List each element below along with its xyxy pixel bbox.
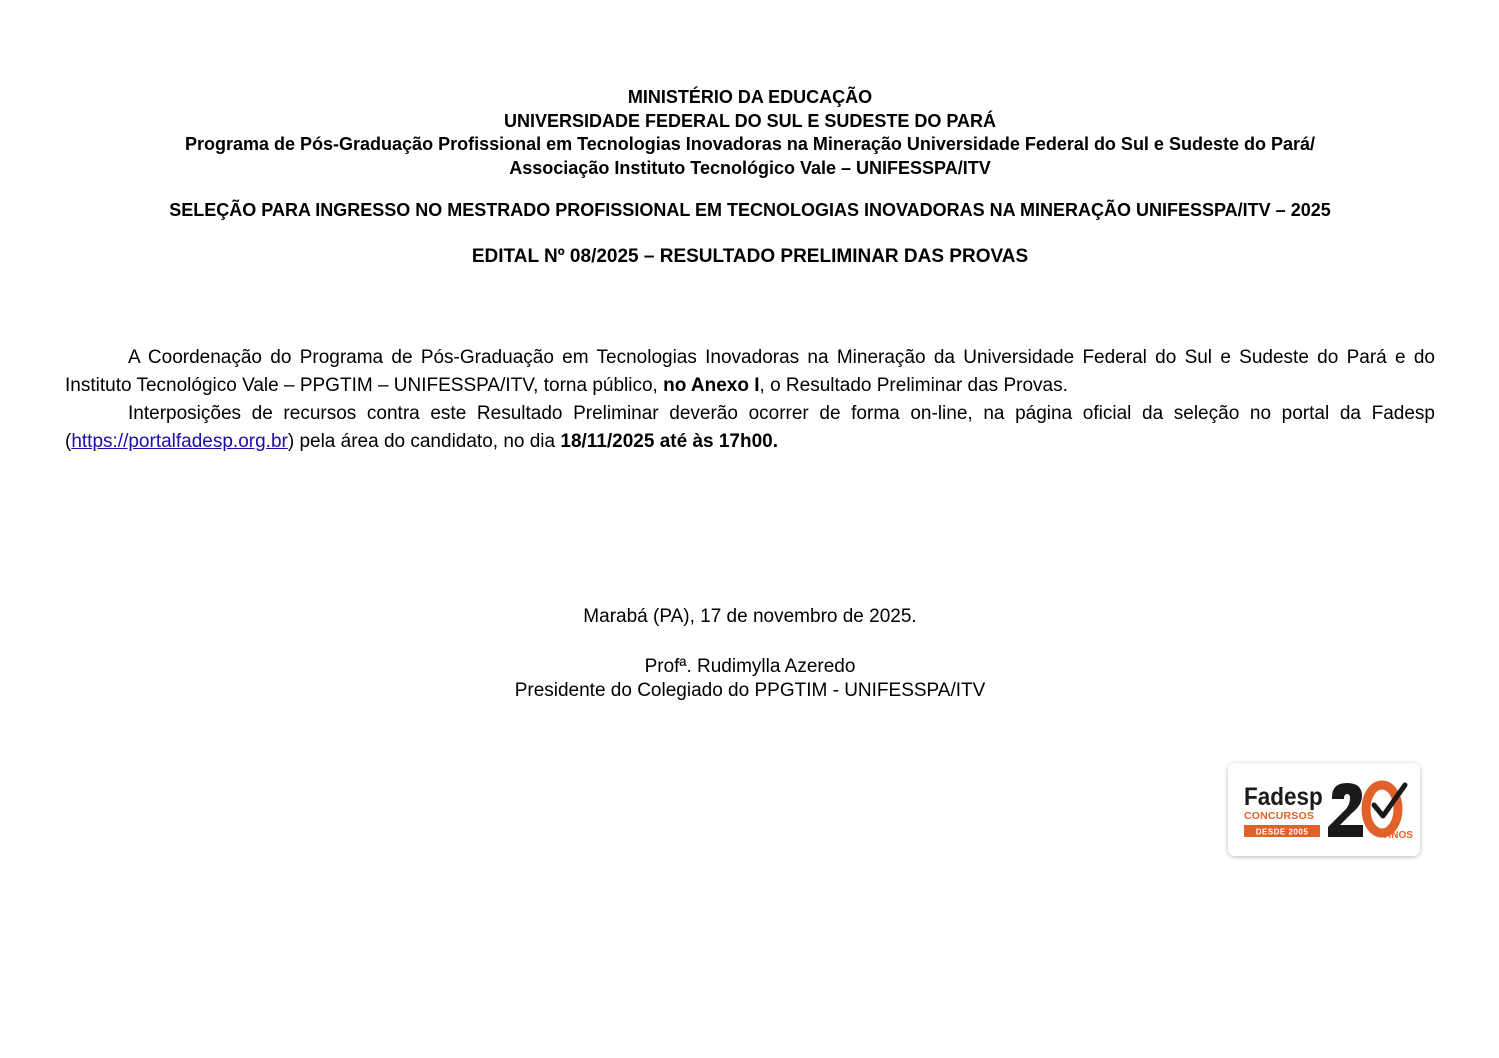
fadesp-logo xyxy=(1228,763,1420,856)
paragraph-announcement xyxy=(65,344,1435,400)
logo-anos-text: ANOS xyxy=(1384,830,1413,841)
paragraph-text: Interposições de recursos contra este Resultado Preliminar deverão ocorrer de forma on-line, na página oficial da seleção no portal da Fadesp ( xyxy=(65,403,1435,452)
edital-title: EDITAL Nº 08/2025 – RESULTADO PRELIMINAR DAS PROVAS xyxy=(471,246,1029,267)
logo-since-text: DESDE 2005 xyxy=(1255,827,1309,837)
paragraph-text: A Coordenação do Programa de Pós-Graduação em Tecnologias Inovadoras na Mineração da Universidade Federal do Sul e Sudeste do Pará e do Instituto Tecnológico Vale – PPGTIM – UNIFESSPA/ITV, torna público, xyxy=(65,347,1435,396)
paragraph-text: ) pela área do candidato, no dia xyxy=(287,431,561,452)
annex-reference: no Anexo I xyxy=(663,375,760,396)
document-header xyxy=(60,86,1440,180)
signatory-role: Presidente do Colegiado do PPGTIM - UNIFESSPA/ITV xyxy=(514,680,986,701)
date-line: Marabá (PA), 17 de novembro de 2025. xyxy=(583,606,917,627)
fadesp-20-anos-logo xyxy=(1228,763,1420,856)
logo-sub-text: CONCURSOS xyxy=(1244,810,1315,822)
document-body xyxy=(65,344,1435,456)
portal-link[interactable]: https://portalfadesp.org.br xyxy=(71,431,288,452)
signature-block xyxy=(350,605,1150,703)
program-heading: Programa de Pós-Graduação Profissional em Tecnologias Inovadoras na Mineração Universidade Federal do Sul e Sudeste do Pará/ xyxy=(184,134,1315,154)
logo-brand-text: Fadesp xyxy=(1244,782,1323,812)
signatory-name: Profª. Rudimylla Azeredo xyxy=(644,656,856,677)
selection-title: SELEÇÃO PARA INGRESSO NO MESTRADO PROFISSIONAL EM TECNOLOGIAS INOVADORAS NA MINERAÇÃO UNIFESSPA/ITV – 2025 xyxy=(169,200,1331,220)
paragraph-appeals xyxy=(65,400,1435,456)
ministry-heading: MINISTÉRIO DA EDUCAÇÃO xyxy=(627,87,873,107)
association-heading: Associação Instituto Tecnológico Vale – UNIFESSPA/ITV xyxy=(509,157,991,178)
university-heading: UNIVERSIDADE FEDERAL DO SUL E SUDESTE DO PARÁ xyxy=(503,110,997,131)
logo-two-glyph xyxy=(1328,783,1363,837)
deadline-text: 18/11/2025 até às 17h00. xyxy=(560,431,779,452)
paragraph-text: , o Resultado Preliminar das Provas. xyxy=(759,375,1068,396)
logo-zero-glyph xyxy=(1366,785,1398,833)
